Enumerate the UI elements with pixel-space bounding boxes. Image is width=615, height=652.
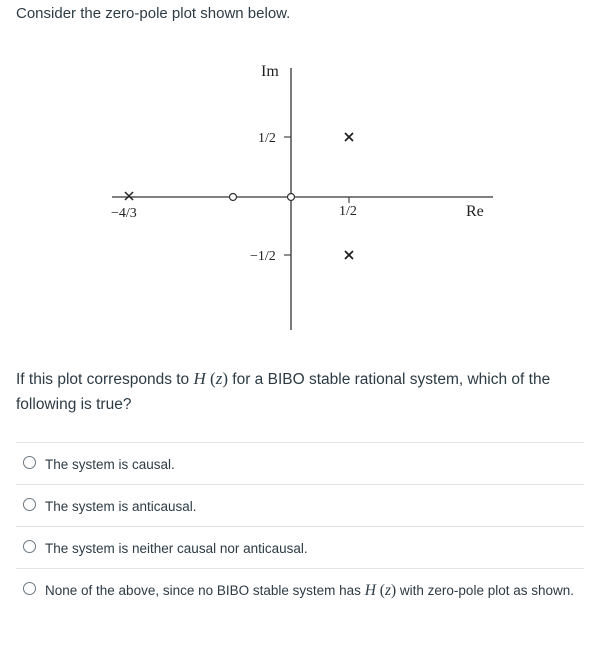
zero-neg-half bbox=[230, 194, 237, 201]
answer-option-none[interactable] bbox=[16, 568, 584, 628]
re-tick-half-label: 1/2 bbox=[339, 204, 357, 219]
answer-before: None of the above, since no BIBO stable system has bbox=[45, 583, 365, 598]
answer-option-anticausal[interactable] bbox=[16, 484, 584, 526]
radio-button[interactable] bbox=[23, 582, 36, 595]
radio-button[interactable] bbox=[23, 498, 36, 511]
im-tick-half-label: 1/2 bbox=[258, 131, 276, 146]
answer-math: H (z) bbox=[364, 582, 397, 599]
answer-label: The system is causal. bbox=[45, 457, 175, 472]
answer-option-causal[interactable] bbox=[16, 442, 584, 484]
im-tick-neg-half-label: −1/2 bbox=[250, 249, 276, 264]
question-text bbox=[16, 366, 591, 417]
answer-after: with zero-pole plot as shown. bbox=[396, 583, 574, 598]
answer-label: The system is anticausal. bbox=[45, 499, 197, 514]
re-tick-neg-four-thirds-label: −4/3 bbox=[111, 206, 137, 221]
answer-label: The system is neither causal nor anticausal. bbox=[45, 541, 308, 556]
answer-label bbox=[45, 580, 574, 602]
radio-button[interactable] bbox=[23, 540, 36, 553]
question-before: If this plot corresponds to bbox=[16, 371, 194, 388]
answer-option-neither[interactable] bbox=[16, 526, 584, 568]
pole-real-neg-four-thirds bbox=[125, 192, 133, 200]
pole-lower bbox=[345, 251, 353, 259]
question-after: for a BIBO stable rational system, which of the following is true? bbox=[16, 371, 551, 413]
pole-upper bbox=[345, 133, 353, 141]
question-math: H (z) bbox=[193, 369, 228, 388]
im-axis-label: Im bbox=[261, 63, 279, 80]
radio-button[interactable] bbox=[23, 456, 36, 469]
re-axis-label: Re bbox=[466, 203, 484, 220]
answer-list bbox=[16, 442, 584, 628]
zero-origin bbox=[288, 194, 295, 201]
intro-text: Consider the zero-pole plot shown below. bbox=[16, 5, 291, 22]
